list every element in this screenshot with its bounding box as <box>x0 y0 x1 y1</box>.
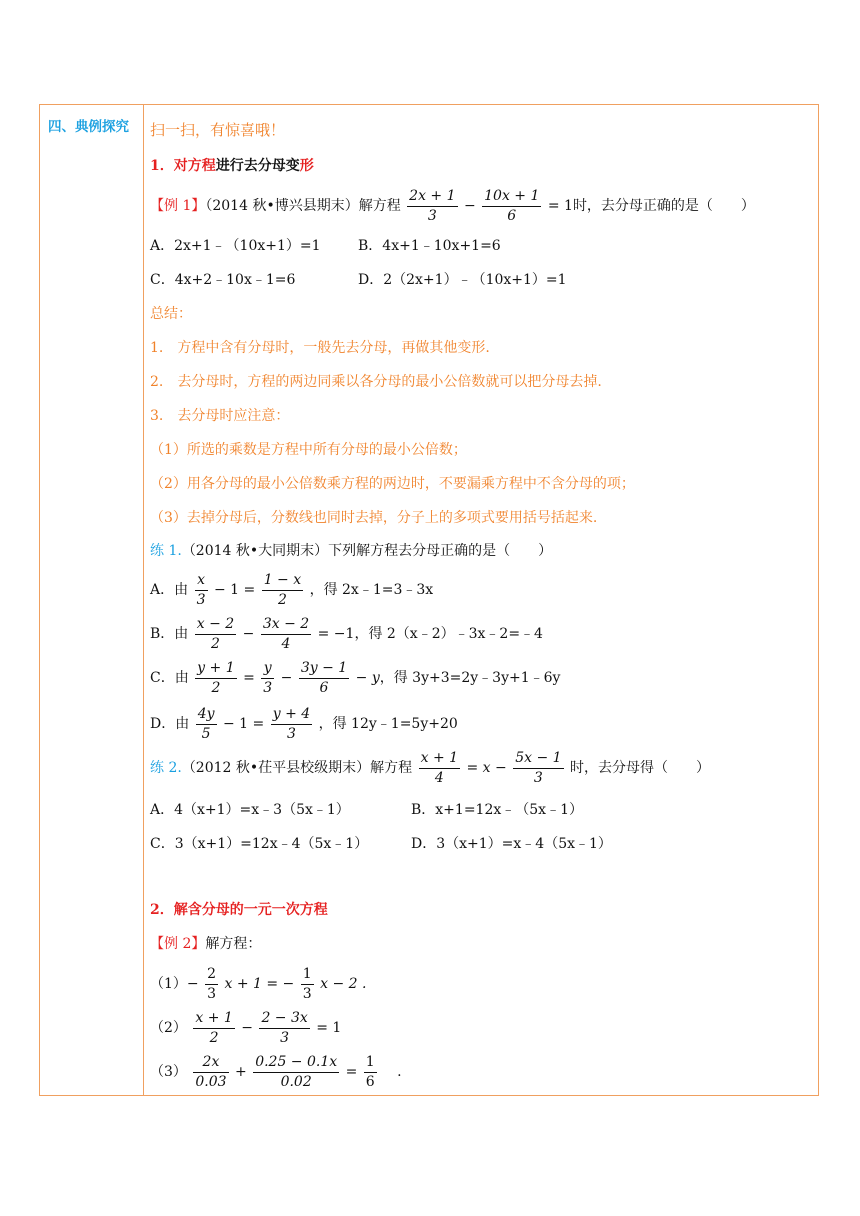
fraction: $\frac{y + 4}{3}$ <box>272 705 311 742</box>
example-1-tag: 【例 1】 <box>150 198 206 214</box>
fraction: $\frac{x}{3}$ <box>196 571 206 608</box>
example-1-tail: 时，去分母正确的是（ ） <box>572 198 755 214</box>
option-c: C．4x+2﹣10x﹣1=6 <box>150 272 296 288</box>
practice-2-option-a: A．4（x+1）=x﹣3（5x﹣1） <box>150 802 350 818</box>
example-2: 【例 2】解方程： <box>150 936 262 952</box>
fraction: $\frac{10x + 1}{6}$ <box>484 187 540 224</box>
fraction: $\frac{3x - 2}{4}$ <box>262 615 310 652</box>
summary-item: （1）所选的乘数是方程中所有分母的最小公倍数； <box>150 442 467 458</box>
fraction: $\frac{x + 1}{2}$ <box>195 1009 233 1046</box>
fraction: $\frac{0.25 - 0.1x}{0.02}$ <box>255 1053 338 1090</box>
practice-1-tag: 练 1. <box>150 543 182 559</box>
option-d: D．2（2x+1）﹣（10x+1）=1 <box>358 272 567 288</box>
summary-title: 总结： <box>150 306 192 322</box>
practice-1 <box>150 541 552 561</box>
option-a: A．2x+1﹣（10x+1）=1 <box>150 238 321 254</box>
fraction: $\frac{1}{6}$ <box>365 1053 375 1090</box>
summary-item: 3. 去分母时应注意： <box>150 408 290 424</box>
rhs: = 1 <box>547 198 573 214</box>
summary-item: 2. 去分母时，方程的两边同乘以各分母的最小公倍数就可以把分母去掉. <box>150 374 602 390</box>
fraction: $\frac{4y}{5}$ <box>197 705 215 742</box>
practice-2-tag: 练 2. <box>150 760 182 776</box>
practice-2: 练 2.（2012 秋•茌平县校级期末）解方程 $\frac{x + 1}{4}$ = x − $\frac{5x - 1}{3}$ 时，去分母得（ ） <box>150 749 711 786</box>
heading-1-part1: 对方程 <box>173 158 216 174</box>
fraction: $\frac{y}{3}$ <box>263 659 273 696</box>
operator: − <box>463 198 476 214</box>
fraction: $\frac{2x + 1}{3}$ <box>409 187 456 224</box>
scan-text: 扫一扫，有惊喜哦！ <box>150 121 286 139</box>
heading-1 <box>150 156 314 176</box>
summary-item: （3）去掉分母后，分数线也同时去掉，分子上的多项式要用括号括起来. <box>150 510 598 526</box>
summary-item: （2）用各分母的最小公倍数乘方程的两边时，不要漏乘方程中不含分母的项； <box>150 476 635 492</box>
example-1-source: （2014 秋•博兴县期末）解方程 <box>205 198 401 214</box>
equation-2: （2） $\frac{x + 1}{2}$ − $\frac{2 - 3x}{3}$ = 1 <box>150 1009 342 1046</box>
fraction: $\frac{3y - 1}{6}$ <box>300 659 348 696</box>
example-1 <box>150 184 755 228</box>
heading-1-num: 1． <box>150 158 174 174</box>
section-label: 四、典例探究 <box>48 119 129 135</box>
heading-1-part3: 形 <box>299 158 314 174</box>
section-cell <box>40 105 144 1095</box>
fraction: $\frac{2}{3}$ <box>207 965 217 1002</box>
fraction: $\frac{x + 1}{4}$ <box>420 749 459 786</box>
option-b: B．4x+1﹣10x+1=6 <box>358 238 501 254</box>
equation-3: （3） $\frac{2x}{0.03}$ + $\frac{0.25 - 0.1x}{0.02}$ = $\frac{1}{6}$ . <box>150 1053 402 1090</box>
practice-1-option-c: C．由 $\frac{y + 1}{2}$ = $\frac{y}{3}$ − $\frac{3y - 1}{6}$ − y，得 3y+3=2y﹣3y+1﹣6y <box>150 659 561 696</box>
heading-1-part2: 进行去分母变 <box>215 158 300 174</box>
fraction: $\frac{5x - 1}{3}$ <box>515 749 562 786</box>
fraction: $\frac{1}{3}$ <box>302 965 312 1002</box>
practice-2-option-b: B．x+1=12x﹣（5x﹣1） <box>411 802 583 818</box>
example-2-tag: 【例 2】 <box>150 936 206 952</box>
practice-2-option-c: C．3（x+1）=12x﹣4（5x﹣1） <box>150 836 369 852</box>
practice-1-option-b: B．由 $\frac{x - 2}{2}$ − $\frac{3x - 2}{4}$ = −1，得 2（x﹣2）﹣3x﹣2=﹣4 <box>150 615 543 652</box>
practice-2-option-d: D．3（x+1）=x﹣4（5x﹣1） <box>411 836 612 852</box>
fraction: $\frac{1 - x}{2}$ <box>263 571 302 608</box>
fraction: $\frac{2 - 3x}{3}$ <box>261 1009 308 1046</box>
summary-item: 1. 方程中含有分母时，一般先去分母，再做其他变形. <box>150 340 490 356</box>
fraction: $\frac{x - 2}{2}$ <box>196 615 235 652</box>
equation-1: （1）− $\frac{2}{3}$ x + 1 = − $\frac{1}{3}$ x − 2 . <box>150 965 367 1002</box>
heading-2: 2．解含分母的一元一次方程 <box>150 902 328 918</box>
practice-1-option-d: D．由 $\frac{4y}{5}$ − 1 = $\frac{y + 4}{3}$ ，得 12y﹣1=5y+20 <box>150 705 458 742</box>
practice-1-option-a: A．由 $\frac{x}{3}$ − 1 = $\frac{1 - x}{2}$ ，得 2x﹣1=3﹣3x <box>150 571 434 608</box>
fraction: $\frac{y + 1}{2}$ <box>197 659 235 696</box>
practice-1-text: （2014 秋•大同期末）下列解方程去分母正确的是（ ） <box>181 543 553 559</box>
fraction: $\frac{2x}{0.03}$ <box>195 1053 227 1090</box>
